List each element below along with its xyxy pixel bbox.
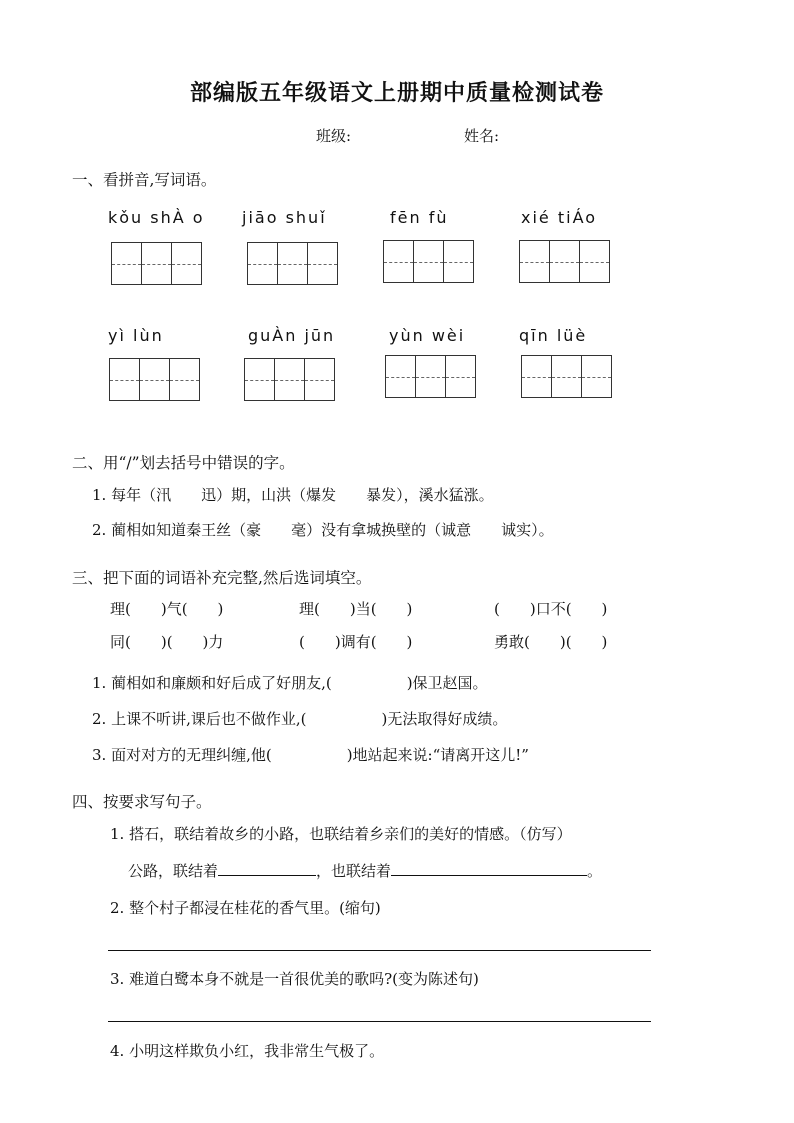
idiom-fill-1: 理( )气( ): [110, 600, 224, 618]
writing-grid[interactable]: [521, 355, 612, 398]
s4-question-4: 4. 小明这样欺负小红，我非常生气极了。: [110, 1042, 385, 1060]
idiom-fill-4: 同( )( )力: [110, 633, 224, 651]
s4-question-1: 1. 搭石，联结着故乡的小路，也联结着乡亲们的美好的情感。（仿写）: [110, 825, 572, 843]
pinyin-4: xié tiÁo: [521, 208, 598, 227]
writing-grid[interactable]: [383, 240, 474, 283]
idiom-fill-6: 勇敢( )( ): [494, 633, 608, 651]
pinyin-2: jiāo shuǐ: [242, 208, 327, 227]
pinyin-7: yùn wèi: [389, 326, 466, 345]
imitation-prefix: 公路，联结着: [128, 862, 219, 880]
idiom-fill-3: ( )口不( ): [494, 600, 608, 618]
idiom-fill-5: ( )调有( ): [299, 633, 413, 651]
imitation-mid: ，也联结着: [316, 862, 392, 880]
answer-line[interactable]: [108, 1021, 651, 1022]
pinyin-3: fēn fù: [390, 208, 449, 227]
pinyin-1: kǒu shÀ o: [108, 208, 205, 227]
s4-imitation-line: [128, 860, 602, 881]
s2-question-2: 2. 蔺相如知道秦王丝（豪 毫）没有拿城换壁的（诚意 诚实）。: [92, 521, 554, 539]
s4-question-3: 3. 难道白鹭本身不就是一首很优美的歌吗?(变为陈述句): [110, 970, 479, 988]
section-2-heading: 二、用“/”划去括号中错误的字。: [72, 454, 295, 472]
idiom-fill-2: 理( )当( ): [299, 600, 413, 618]
writing-grid[interactable]: [111, 242, 202, 285]
answer-blank[interactable]: [218, 861, 316, 876]
answer-blank[interactable]: [391, 861, 587, 876]
s3-question-2: 2. 上课不听讲,课后也不做作业,( )无法取得好成绩。: [92, 710, 508, 728]
page-title: 部编版五年级语文上册期中质量检测试卷: [189, 81, 604, 106]
pinyin-6: guÀn jūn: [248, 326, 336, 345]
writing-grid[interactable]: [247, 242, 338, 285]
s2-question-1: 1. 每年（汛 迅）期，山洪（爆发 暴发），溪水猛涨。: [92, 486, 494, 504]
name-label: 姓名:: [464, 127, 500, 145]
s3-question-1: 1. 蔺相如和廉颇和好后成了好朋友,( )保卫赵国。: [92, 674, 488, 692]
section-4-heading: 四、按要求写句子。: [72, 793, 212, 811]
pinyin-5: yì lùn: [108, 326, 164, 345]
imitation-end: 。: [587, 862, 603, 880]
writing-grid[interactable]: [109, 358, 200, 401]
writing-grid[interactable]: [244, 358, 335, 401]
writing-grid[interactable]: [385, 355, 476, 398]
s3-question-3: 3. 面对对方的无理纠缠,他( )地站起来说:“请离开这儿!”: [92, 746, 529, 764]
section-1-heading: 一、看拼音,写词语。: [72, 171, 217, 189]
section-3-heading: 三、把下面的词语补充完整,然后选词填空。: [72, 569, 372, 587]
pinyin-8: qīn lüè: [519, 326, 588, 345]
writing-grid[interactable]: [519, 240, 610, 283]
s4-question-2: 2. 整个村子都浸在桂花的香气里。(缩句): [110, 899, 381, 917]
class-label: 班级:: [316, 127, 352, 145]
answer-line[interactable]: [108, 950, 651, 951]
